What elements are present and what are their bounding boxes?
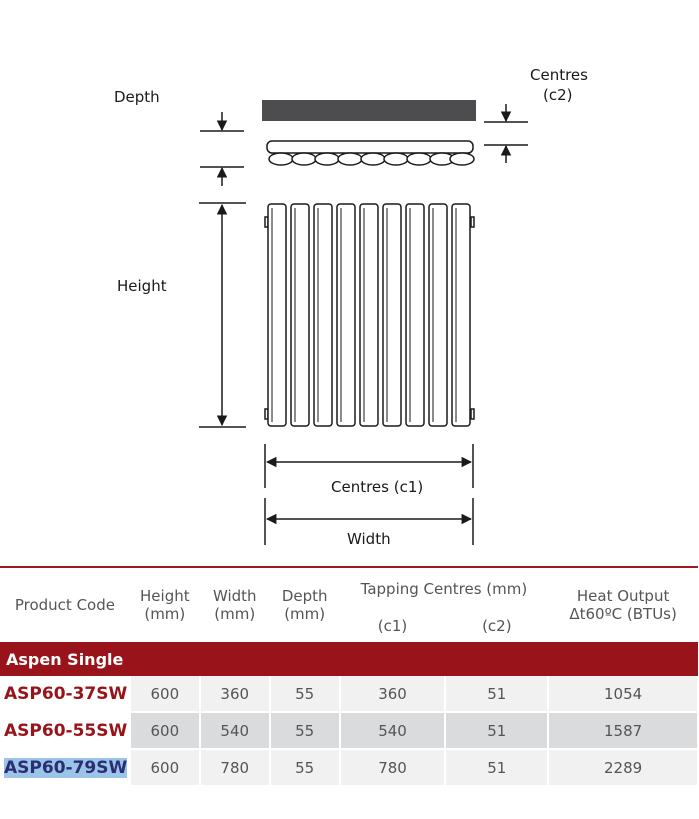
header-c1: (c1) (340, 610, 446, 642)
centres-c1-label: Centres (c1) (331, 478, 424, 496)
depth-label: Depth (114, 88, 160, 106)
table-row (0, 749, 698, 786)
height-cell: 600 (130, 712, 200, 749)
c1-cell: 540 (340, 712, 446, 749)
section-title: Aspen Single (0, 642, 698, 676)
centres-c2-label-line2: (c2) (543, 86, 573, 104)
header-heat-output: Heat Output Δt60ºC (BTUs) (548, 567, 698, 642)
radiator-top-view-bar (262, 100, 476, 121)
depth-dimension (200, 112, 244, 186)
depth-cell: 55 (270, 712, 340, 749)
c1-cell: 360 (340, 676, 446, 712)
table-row (0, 676, 698, 712)
width-cell: 540 (200, 712, 270, 749)
heat-cell: 2289 (548, 749, 698, 786)
header-c2: (c2) (445, 610, 548, 642)
header-width: Width (mm) (200, 567, 270, 642)
c2-cell: 51 (445, 712, 548, 749)
product-code-cell: ASP60-55SW (0, 712, 130, 749)
width-cell: 360 (200, 676, 270, 712)
c2-cell: 51 (445, 676, 548, 712)
specification-table (0, 566, 699, 787)
c2-cell: 51 (445, 749, 548, 786)
heat-cell: 1054 (548, 676, 698, 712)
width-label: Width (347, 530, 391, 548)
width-cell: 780 (200, 749, 270, 786)
heat-cell: 1587 (548, 712, 698, 749)
product-code-cell: ASP60-37SW (0, 676, 130, 712)
header-tapping-centres: Tapping Centres (mm) (340, 567, 549, 610)
height-label: Height (117, 277, 167, 295)
c1-cell: 780 (340, 749, 446, 786)
centres-c2-dimension (484, 104, 528, 163)
height-cell: 600 (130, 749, 200, 786)
radiator-tube-sections (269, 153, 474, 165)
header-product-code: Product Code (0, 567, 130, 642)
radiator-header-plan (267, 141, 473, 153)
centres-c2-label-line1: Centres (530, 66, 588, 84)
height-dimension (199, 203, 246, 427)
table-row (0, 712, 698, 749)
height-cell: 600 (130, 676, 200, 712)
header-depth: Depth (mm) (270, 567, 340, 642)
depth-cell: 55 (270, 676, 340, 712)
header-height: Height (mm) (130, 567, 200, 642)
product-code-cell[interactable]: ASP60-79SW (0, 749, 130, 786)
radiator-front-elevation (265, 204, 474, 426)
depth-cell: 55 (270, 749, 340, 786)
section-row (0, 642, 698, 676)
